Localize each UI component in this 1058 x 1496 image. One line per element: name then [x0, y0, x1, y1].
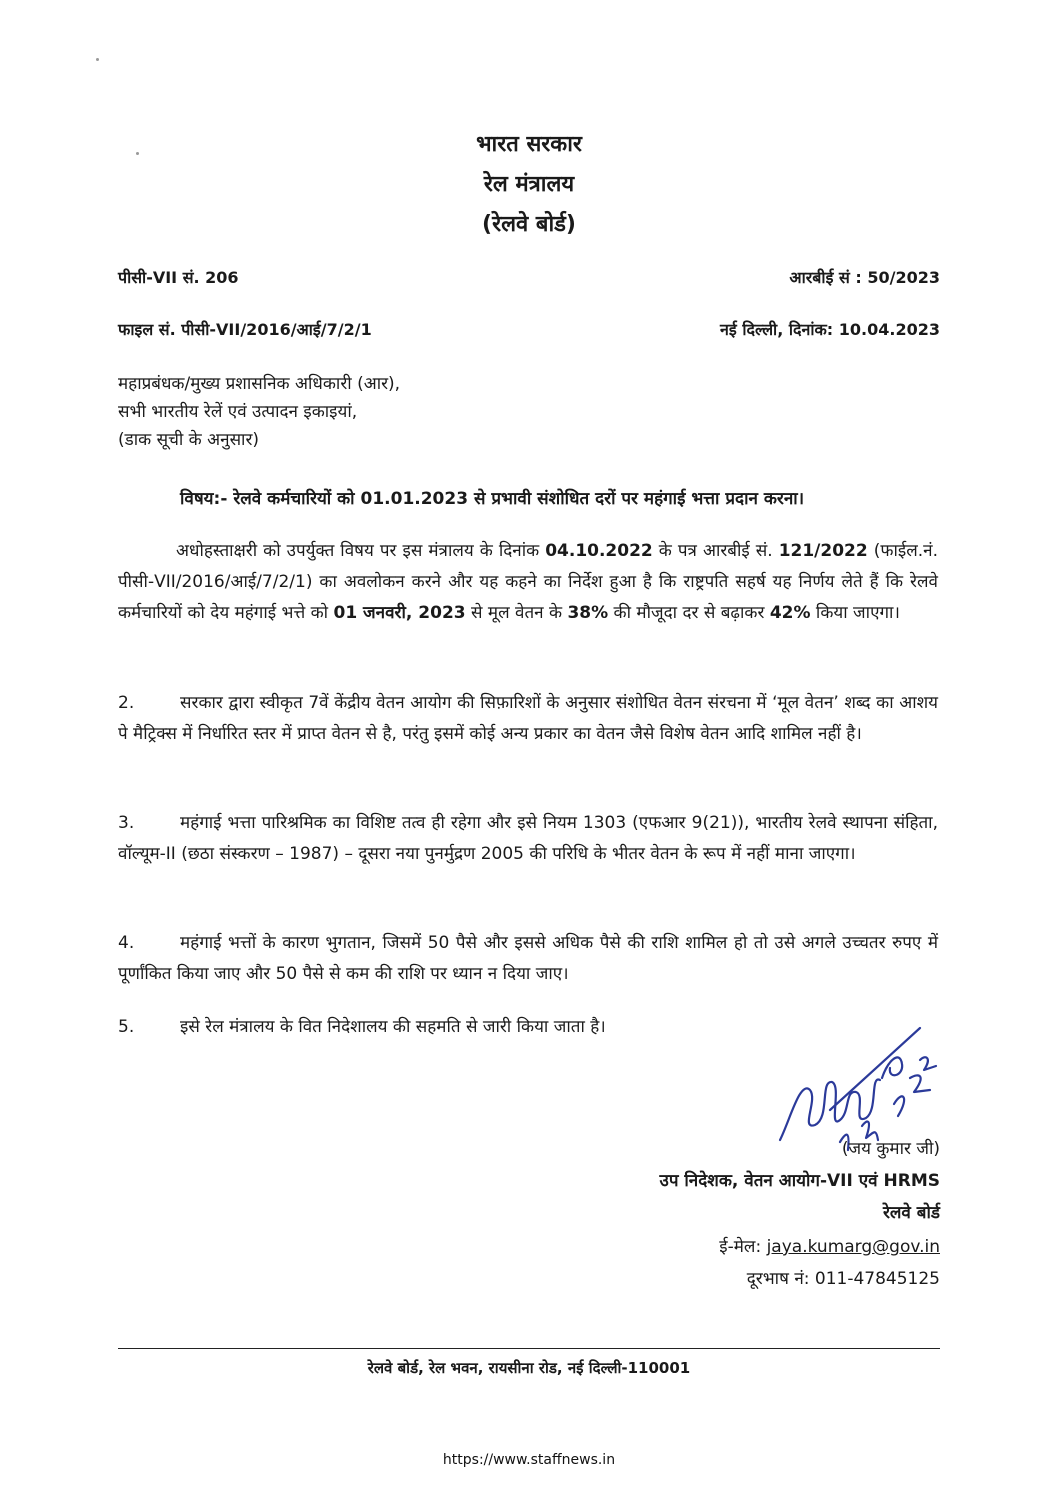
- file-number: फाइल सं. पीसी-VII/2016/आई/7/2/1: [118, 320, 372, 339]
- paragraph-number: 2.: [118, 693, 135, 713]
- signatory-phone: दूरभाष नं: 011-47845125: [746, 1269, 940, 1289]
- header-govt: भारत सरकार: [476, 132, 582, 157]
- scan-speck: [96, 58, 99, 61]
- addressee-block: [118, 370, 400, 454]
- paragraph-number: 4.: [118, 933, 135, 953]
- pc-number: पीसी-VII सं. 206: [118, 268, 239, 287]
- signatory-name: (जय कुमार जी): [841, 1139, 940, 1159]
- paragraph-3: 3. महंगाई भत्ता पारिश्रमिक का विशिष्ट तत्व ही रहेगा और इसे नियम 1303 (एफआर 9(21)), भारतीय रेलवे स्थापना संहिता, वॉल्यूम-II (छठा संस्करण – 1987) – दूसरा नया पुनर्मुद्रण 2005 की परिधि के भीतर वेतन के रूप में नहीं माना जाएगा।: [118, 808, 938, 870]
- signatory-designation: उप निदेशक, वेतन आयोग-VII एवं HRMS: [659, 1171, 940, 1191]
- paragraph-number: 3.: [118, 813, 135, 833]
- footer-address: रेलवे बोर्ड, रेल भवन, रायसीना रोड, नई दिल्ली-110001: [367, 1359, 691, 1377]
- paragraph-number: 5.: [118, 1017, 135, 1037]
- place-date: नई दिल्ली, दिनांक: 10.04.2023: [720, 320, 940, 339]
- paragraph-1: अधोहस्ताक्षरी को उपर्युक्त विषय पर इस मंत्रालय के दिनांक 04.10.2022 के पत्र आरबीई सं. 121/2022 (फाईल.नं. पीसी-VII/2016/आई/7/2/1) का अवलोकन करने और यह कहने का निर्देश हुआ है कि राष्ट्रपति सहर्ष यह निर्णय लेते हैं कि रेलवे कर्मचारियों को देय महंगाई भत्ते को 01 जनवरी, 2023 से मूल वेतन के 38% की मौजूदा दर से बढ़ाकर 42% किया जाएगा।: [118, 541, 938, 623]
- rbe-number: आरबीई सं : 50/2023: [789, 268, 940, 287]
- signatory-org: रेलवे बोर्ड: [882, 1203, 940, 1223]
- addressee-line: (डाक सूची के अनुसार): [118, 430, 260, 450]
- subject-line: विषय:- रेलवे कर्मचारियों को 01.01.2023 से प्रभावी संशोधित दरों पर महंगाई भत्ता प्रदान करना।: [180, 489, 805, 509]
- source-url[interactable]: https://www.staffnews.in: [442, 1452, 616, 1468]
- signatory-email: ई-मेल: jaya.kumarg@gov.in: [719, 1237, 940, 1257]
- paragraph-4: 4. महंगाई भत्तों के कारण भुगतान, जिसमें 50 पैसे और इससे अधिक पैसे की राशि शामिल हो तो उसे अगले उच्चतर रुपए में पूर्णांकित किया जाए और 50 पैसे से कम की राशि पर ध्यान न दिया जाए।: [118, 928, 938, 990]
- paragraph-2: 2. सरकार द्वारा स्वीकृत 7वें केंद्रीय वेतन आयोग की सिफ़ारिशों के अनुसार संशोधित वेतन संरचना में ‘मूल वेतन’ शब्द का आशय पे मैट्रिक्स में निर्धारित स्तर में प्राप्त वेतन से है, परंतु इसमें कोई अन्य प्रकार का वेतन जैसे विशेष वेतन आदि शामिल नहीं है।: [118, 688, 938, 750]
- addressee-line: महाप्रबंधक/मुख्य प्रशासनिक अधिकारी (आर),: [118, 374, 401, 394]
- email-link[interactable]: jaya.kumarg@gov.in: [766, 1237, 940, 1257]
- header-ministry: रेल मंत्रालय: [483, 172, 575, 197]
- footer-divider: [118, 1348, 940, 1349]
- addressee-line: सभी भारतीय रेलें एवं उत्पादन इकाइयां,: [118, 402, 358, 422]
- paragraph-5: 5. इसे रेल मंत्रालय के वित निदेशालय की सहमति से जारी किया जाता है।: [118, 1012, 938, 1043]
- header-board: (रेलवे बोर्ड): [482, 212, 576, 237]
